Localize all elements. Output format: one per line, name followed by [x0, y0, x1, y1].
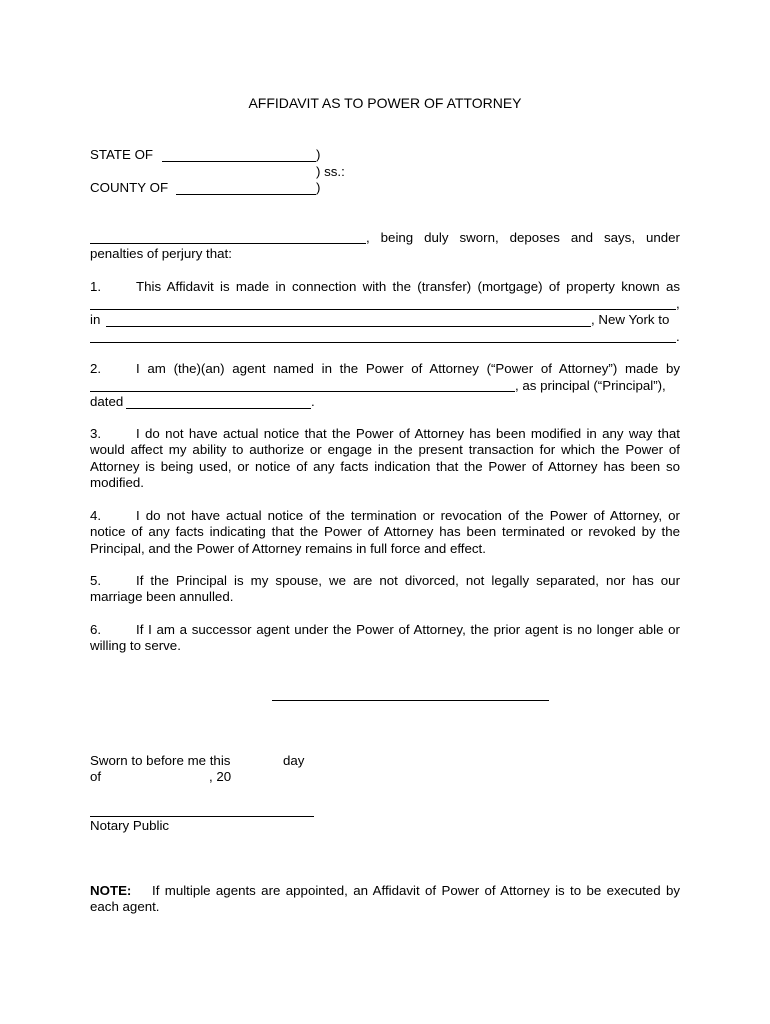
- p4-text: I do not have actual notice of the termination or revocation of the Power of Attorney, or notice of any facts indicating that the Power of Attorney has been terminated or revoked by the Principal, and the Power of Attorney remains in full force and effect.: [90, 508, 680, 556]
- day-label: day: [283, 753, 305, 768]
- document-title: AFFIDAVIT AS TO POWER OF ATTORNEY: [248, 95, 522, 111]
- p2-text: I am (the)(an) agent named in the Power of Attorney (“Power of Attorney”) made by: [136, 361, 680, 376]
- principal-blank[interactable]: [90, 391, 515, 392]
- county-paren: ): [316, 180, 321, 195]
- p2-period: .: [311, 394, 315, 409]
- p3-number: 3.: [90, 426, 102, 441]
- dated-label: dated: [90, 394, 124, 409]
- in-label: in: [90, 312, 101, 327]
- of-label: of: [90, 769, 102, 784]
- state-blank[interactable]: [162, 161, 316, 162]
- p6-number: 6.: [90, 622, 102, 637]
- paragraph-6: [90, 622, 680, 655]
- note-text: If multiple agents are appointed, an Affidavit of Power of Attorney is to be executed by each agent.: [90, 883, 680, 915]
- sworn-before-text: Sworn to before me this: [90, 753, 231, 768]
- property-blank[interactable]: [90, 309, 676, 310]
- p2-number: 2.: [90, 361, 102, 376]
- p1-period: .: [676, 329, 680, 344]
- paragraph-5: [90, 573, 680, 606]
- p1-comma: ,: [676, 296, 680, 311]
- p1-text: This Affidavit is made in connection with the (transfer) (mortgage) of property known as: [136, 279, 680, 294]
- p6-text: If I am a successor agent under the Power of Attorney, the prior agent is no longer able or willing to serve.: [90, 622, 680, 654]
- location-blank[interactable]: [106, 326, 591, 327]
- p3-text: I do not have actual notice that the Power of Attorney has been modified in any way that would affect my ability to authorize or engage in the present transaction for which the Power of Attorney is being used, or notice of any facts indication that the Power of Attorney has been so modified.: [90, 426, 680, 491]
- paragraph-3: [90, 426, 680, 492]
- p5-text: If the Principal is my spouse, we are not divorced, not legally separated, nor has our marriage been annulled.: [90, 573, 680, 605]
- note-paragraph: [90, 883, 680, 916]
- ss-label: ) ss.:: [316, 164, 345, 179]
- paragraph-4: [90, 508, 680, 557]
- transferee-blank[interactable]: [90, 342, 676, 343]
- affiant-signature-line[interactable]: [272, 700, 549, 701]
- p4-number: 4.: [90, 508, 102, 523]
- notary-public-label: Notary Public: [90, 818, 170, 833]
- penalties-text: penalties of perjury that:: [90, 246, 232, 261]
- p5-number: 5.: [90, 573, 102, 588]
- state-label: STATE OF: [90, 147, 154, 162]
- note-label: NOTE:: [90, 883, 132, 898]
- year-label: , 20: [209, 769, 232, 784]
- county-label: COUNTY OF: [90, 180, 169, 195]
- county-blank[interactable]: [176, 194, 316, 195]
- principal-text: , as principal (“Principal”),: [515, 378, 666, 393]
- new-york-text: , New York to: [591, 312, 670, 327]
- sworn-text: , being duly sworn, deposes and says, under: [366, 230, 680, 245]
- affiant-name-blank[interactable]: [90, 243, 366, 244]
- notary-signature-line[interactable]: [90, 816, 314, 817]
- p1-number: 1.: [90, 279, 102, 294]
- dated-blank[interactable]: [126, 408, 311, 409]
- state-paren: ): [316, 147, 321, 162]
